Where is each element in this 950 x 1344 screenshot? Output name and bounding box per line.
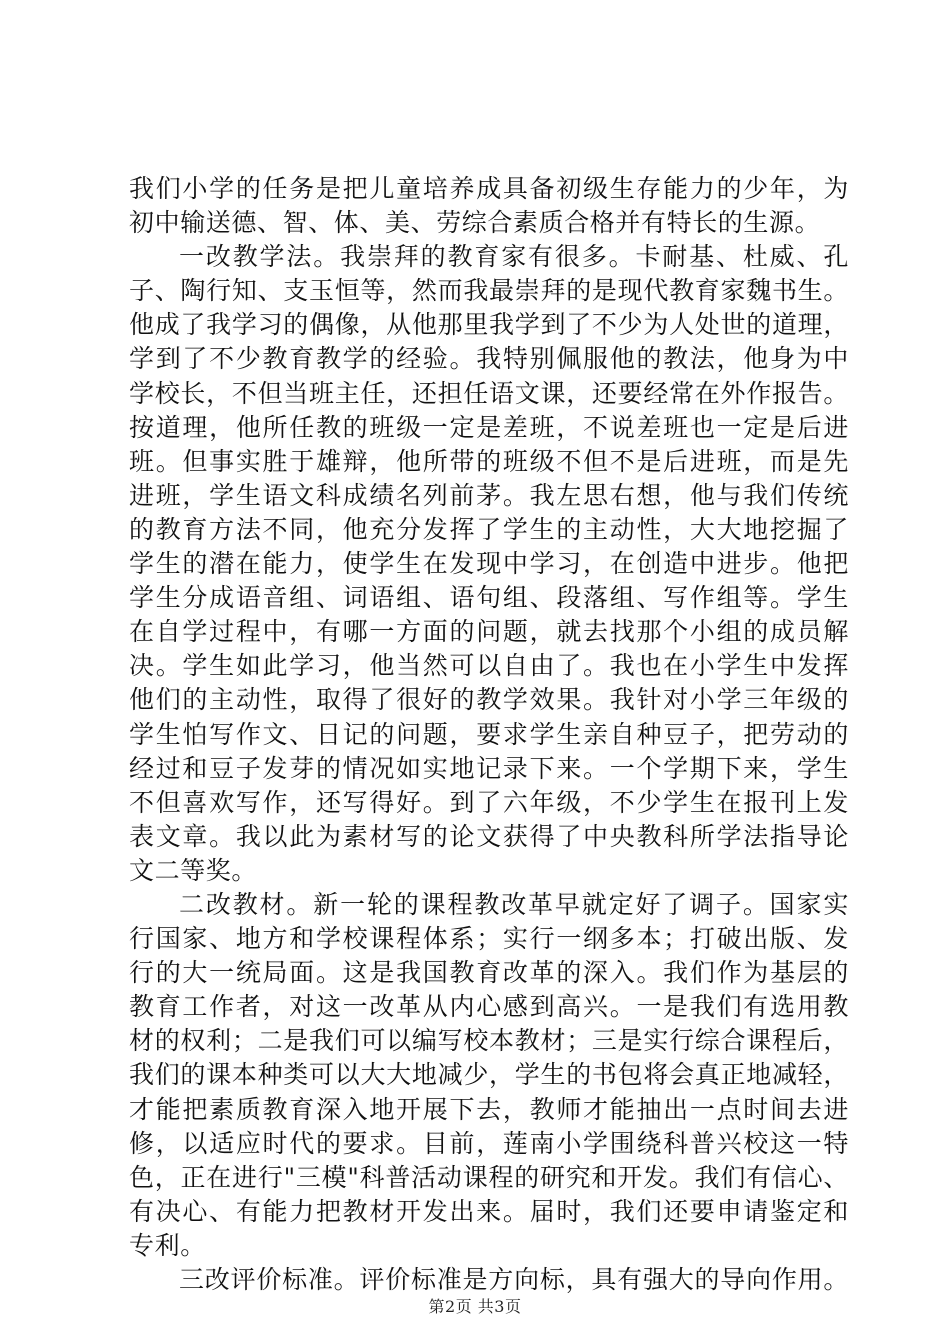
text-line: 学到了不少教育教学的经验。我特别佩服他的教法，他身为中 [129,344,849,374]
text-line: 学生怕写作文、日记的问题，要求学生亲自种豆子，把劳动的 [129,719,849,749]
text-line: 三改评价标准。评价标准是方向标，具有强大的导向作用。 [179,1265,849,1294]
text-line: 一改教学法。我崇拜的教育家有很多。卡耐基、杜威、孔 [179,242,849,272]
text-line: 我们小学的任务是把儿童培养成具备初级生存能力的少年，为 [129,174,849,203]
text-line: 按道理，他所任教的班级一定是差班，不说差班也一定是后进 [129,412,849,442]
text-line: 的教育方法不同，他充分发挥了学生的主动性，大大地挖掘了 [129,514,849,544]
text-line: 在自学过程中，有哪一方面的问题，就去找那个小组的成员解 [129,617,849,647]
text-line: 有决心、有能力把教材开发出来。届时，我们还要申请鉴定和 [129,1196,849,1226]
text-line: 学生分成语音组、词语组、语句组、段落组、写作组等。学生 [129,583,849,613]
text-line: 专利。 [129,1230,206,1260]
text-line: 决。学生如此学习，他当然可以自由了。我也在小学生中发挥 [129,651,849,681]
text-line: 行国家、地方和学校课程体系；实行一纲多本；打破出版、发 [129,924,849,954]
text-line: 子、陶行知、支玉恒等，然而我最崇拜的是现代教育家魏书生。 [129,276,849,306]
text-line: 初中输送德、智、体、美、劳综合素质合格并有特长的生源。 [129,208,821,238]
text-line: 行的大一统局面。这是我国教育改革的深入。我们作为基层的 [129,958,849,988]
page-number-footer: 第2页 共3页 [428,1297,522,1316]
text-line: 文二等奖。 [129,855,258,885]
text-line: 学生的潜在能力，使学生在发现中学习，在创造中进步。他把 [129,549,849,579]
text-line: 学校长，不但当班主任，还担任语文课，还要经常在外作报告。 [129,378,849,408]
text-line: 表文章。我以此为素材写的论文获得了中央教科所学法指导论 [129,821,849,851]
text-line: 经过和豆子发芽的情况如实地记录下来。一个学期下来，学生 [129,753,849,783]
text-line: 他们的主动性，取得了很好的教学效果。我针对小学三年级的 [129,685,849,715]
text-line: 我们的课本种类可以大大地减少，学生的书包将会真正地减轻， [129,1060,849,1090]
document-body [129,172,849,1297]
text-line: 二改教材。新一轮的课程教改革早就定好了调子。国家实 [179,889,849,919]
text-line: 修，以适应时代的要求。目前，莲南小学围绕科普兴校这一特 [129,1128,849,1158]
text-line: 色，正在进行"三模"科普活动课程的研究和开发。我们有信心、 [129,1162,849,1192]
text-line: 材的权利；二是我们可以编写校本教材；三是实行综合课程后， [129,1026,849,1056]
text-line: 教育工作者，对这一改革从内心感到高兴。一是我们有选用教 [129,992,849,1022]
text-line: 进班，学生语文科成绩名列前茅。我左思右想，他与我们传统 [129,480,849,510]
text-line: 班。但事实胜于雄辩，他所带的班级不但不是后进班，而是先 [129,446,849,476]
text-line: 不但喜欢写作，还写得好。到了六年级，不少学生在报刊上发 [129,787,849,817]
text-line: 他成了我学习的偶像，从他那里我学到了不少为人处世的道理， [129,310,849,340]
text-line: 才能把素质教育深入地开展下去，教师才能抽出一点时间去进 [129,1094,849,1124]
